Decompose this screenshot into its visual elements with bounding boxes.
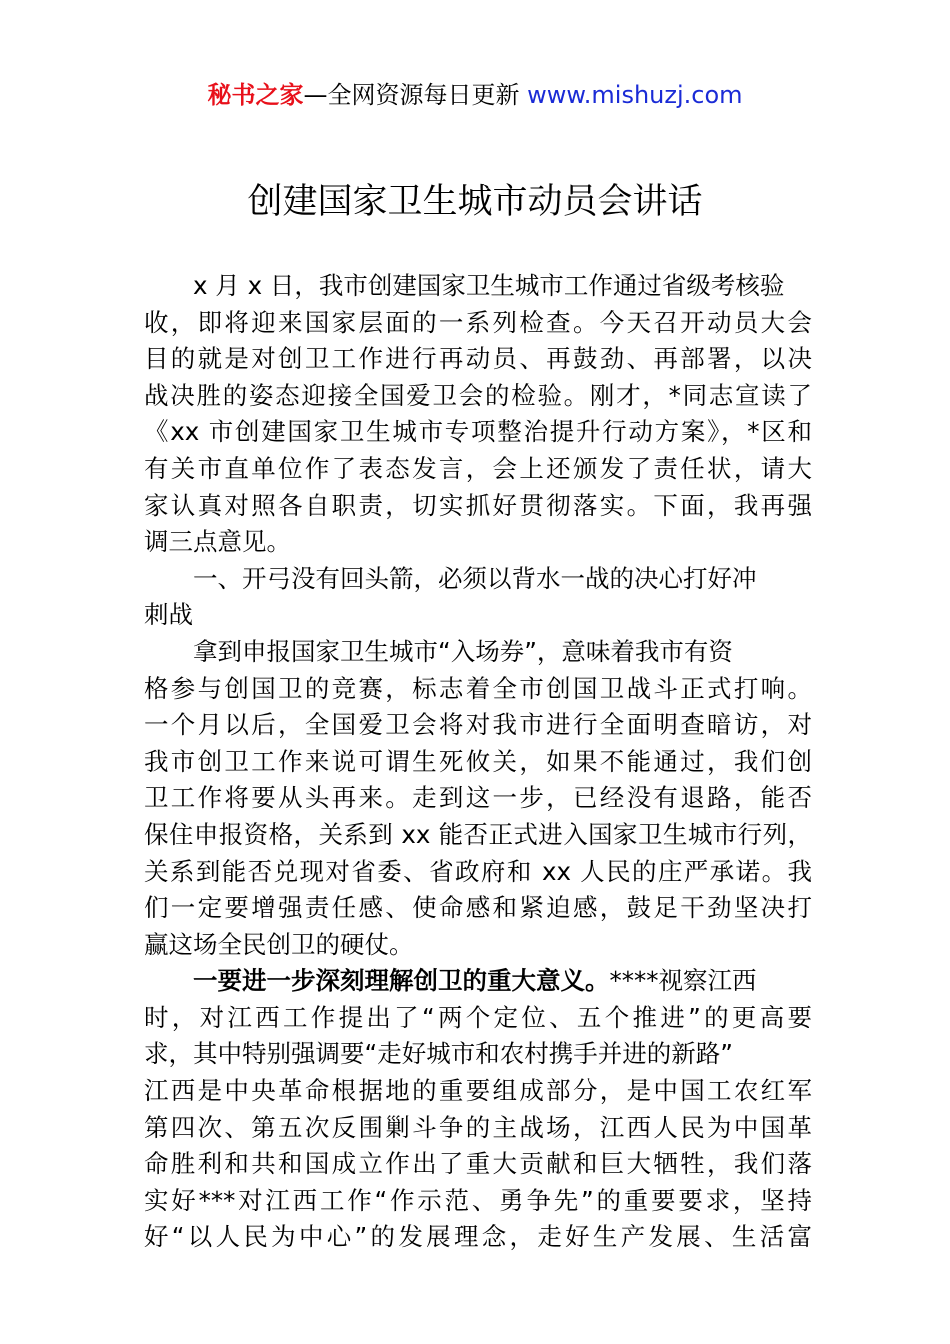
text-line: 关系到能否兑现对省委、省政府和 xx 人民的庄严承诺。我 — [144, 856, 812, 886]
text-line: 好“以人民为中心”的发展理念，走好生产发展、生活富 — [144, 1222, 812, 1252]
text-line: 时，对江西工作提出了“两个定位、五个推进”的更高要 — [144, 1002, 812, 1032]
text-line: 们一定要增强责任感、使命感和紧迫感，鼓足干劲坚决打 — [144, 893, 812, 923]
document-title: 创建国家卫生城市动员会讲话 — [247, 182, 703, 222]
section-heading-line: 一、开弓没有回头箭，必须以背水一战的决心打好冲 — [193, 563, 757, 593]
text-line: 《xx 市创建国家卫生城市专项整治提升行动方案》，*区和 — [144, 417, 812, 447]
text-line: 有关市直单位作了表态发言，会上还颁发了责任状，请大 — [144, 453, 812, 483]
text-line — [144, 963, 812, 1000]
text-line: 一个月以后，全国爱卫会将对我市进行全面明查暗访，对 — [144, 710, 812, 740]
text-line: x 月 x 日，我市创建国家卫生城市工作通过省级考核验 — [193, 271, 785, 300]
text-line: 家认真对照各自职责，切实抓好贯彻落实。下面，我再强 — [144, 490, 812, 520]
text-line: 我市创卫工作来说可谓生死攸关，如果不能通过，我们创 — [144, 746, 812, 776]
text-line: 命胜利和共和国成立作出了重大贡献和巨大牺牲，我们落 — [144, 1149, 812, 1179]
text-line: 拿到申报国家卫生城市“入场券”，意味着我市有资 — [193, 636, 733, 666]
text-run: ****视察江西 — [609, 966, 757, 996]
text-line: 目的就是对创卫工作进行再动员、再鼓劲、再部署，以决 — [144, 344, 812, 374]
subheading-bold: 一要进一步深刻理解创卫的重大意义。 — [193, 966, 610, 996]
site-url-link[interactable]: www.mishuzj.com — [527, 81, 743, 109]
text-line: 求，其中特别强调要“走好城市和农村携手并进的新路” — [144, 1039, 733, 1069]
text-line: 江西是中央革命根据地的重要组成部分，是中国工农红军 — [144, 1076, 812, 1106]
header-slogan: —全网资源每日更新 — [303, 81, 528, 109]
document-body — [144, 268, 812, 1256]
text-line: 保住申报资格，关系到 xx 能否正式进入国家卫生城市行列， — [144, 819, 812, 849]
section-heading-line: 刺战 — [144, 600, 193, 630]
text-line: 第四次、第五次反围剿斗争的主战场，江西人民为中国革 — [144, 1112, 812, 1142]
brand-name: 秘书之家 — [207, 81, 304, 109]
text-line: 卫工作将要从头再来。走到这一步，已经没有退路，能否 — [144, 783, 812, 813]
text-line: 格参与创国卫的竞赛，标志着全市创国卫战斗正式打响。 — [144, 673, 812, 703]
text-line: 战决胜的姿态迎接全国爱卫会的检验。刚才，*同志宣读了 — [144, 380, 812, 410]
text-line: 赢这场全民创卫的硬仗。 — [144, 929, 414, 959]
text-line: 实好***对江西工作“作示范、勇争先”的重要要求，坚持 — [144, 1185, 812, 1215]
site-header — [0, 78, 950, 112]
text-line: 收，即将迎来国家层面的一系列检查。今天召开动员大会 — [144, 307, 812, 337]
text-line: 调三点意见。 — [144, 527, 291, 557]
